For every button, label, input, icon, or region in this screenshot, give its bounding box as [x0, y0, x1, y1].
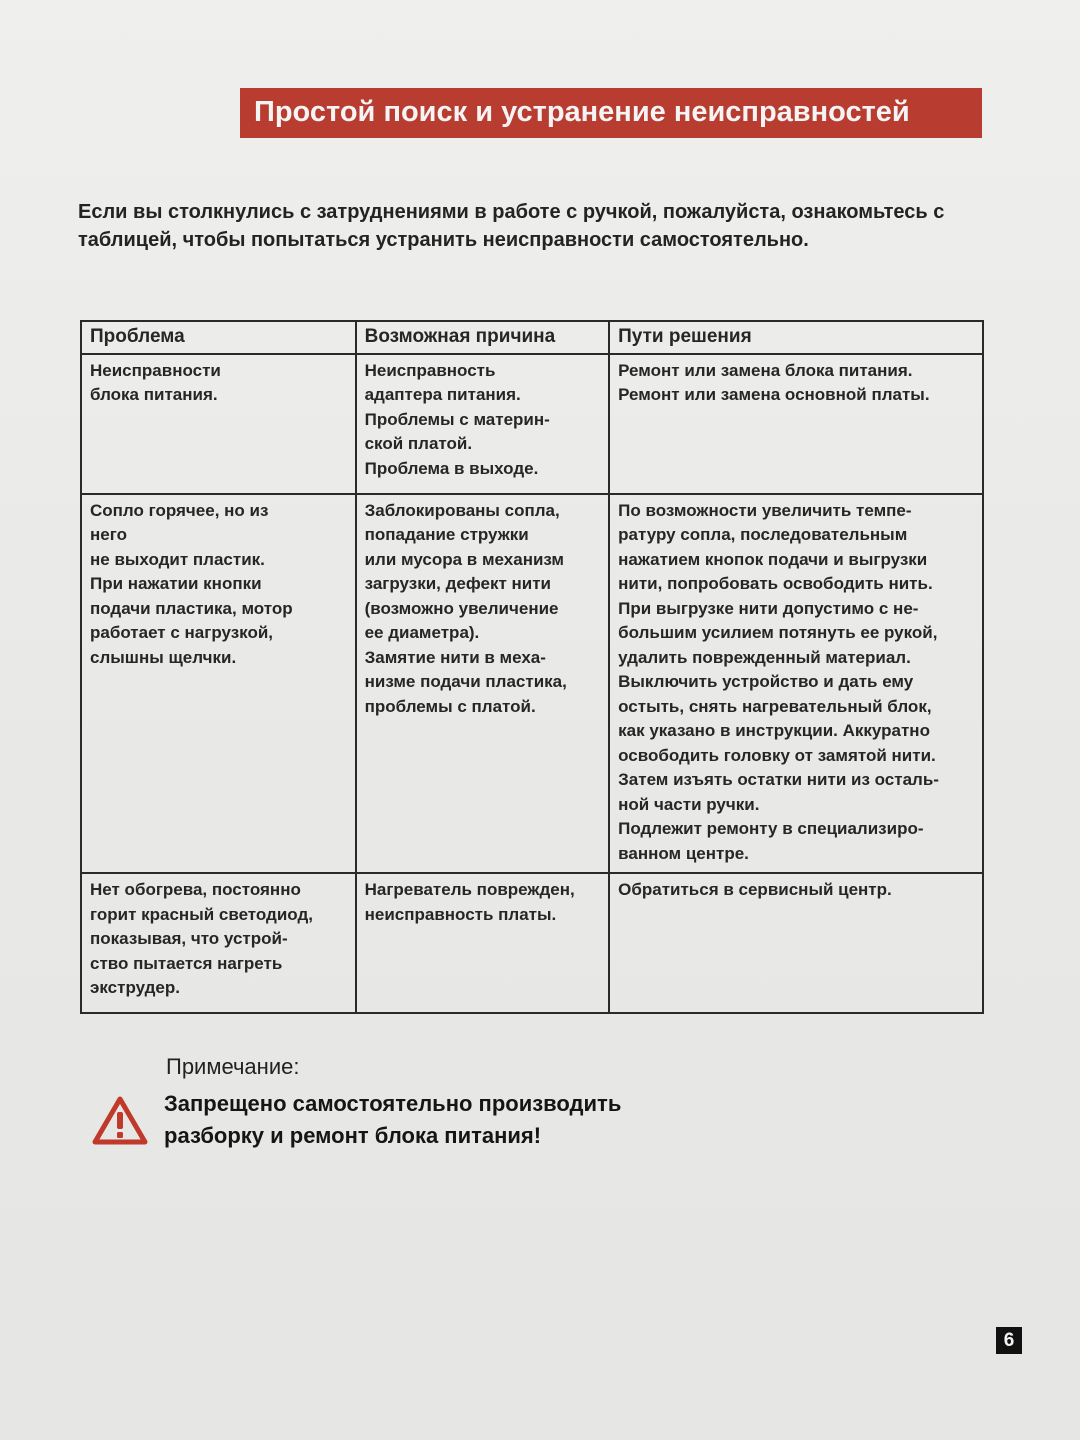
note-heading: Примечание: — [166, 1054, 300, 1079]
cause-cell: Неисправность адаптера питания. Проблемы с материн- ской платой. Проблема в выходе. — [356, 354, 610, 494]
problem-cell: Нет обогрева, постоянно горит красный светодиод, показывая, что устрой- ство пытается нагреть экструдер. — [81, 873, 356, 1013]
cause-cell: Заблокированы сопла, попадание стружки или мусора в механизм загрузки, дефект нити (возможно увеличение ее диаметра). Замятие нити в меха- низме подачи пластика, проблемы с платой. — [356, 494, 610, 874]
solution-cell: По возможности увеличить темпе- ратуру сопла, последовательным нажатием кнопок подачи и выгрузки нити, попробовать освободить нить. При выгрузке нити допустимо с не- большим усилием потянуть ее рукой, удалить поврежденный материал. Выключить устройство и дать ему остыть, снять нагревательный блок, как указано в инструкции. Аккуратно освободить головку от замятой нити. Затем изъять остатки нити из осталь- ной части ручки. Подлежит ремонту в специализиро- ванном центре. — [609, 494, 983, 874]
solution-cell: Ремонт или замена блока питания. Ремонт или замена основной платы. — [609, 354, 983, 494]
note-text: Запрещено самостоятельно производить разборку и ремонт блока питания! — [164, 1091, 622, 1148]
column-header-solution: Пути решения — [609, 321, 983, 354]
solution-cell: Обратиться в сервисный центр. — [609, 873, 983, 1013]
page-number: 6 — [996, 1327, 1022, 1354]
page-title: Простой поиск и устранение неисправностей — [240, 88, 982, 138]
intro-paragraph: Если вы столкнулись с затруднениями в работе с ручкой, пожалуйста, ознакомьтесь с таблицей, чтобы попытаться устранить неисправности самостоятельно. — [78, 201, 945, 251]
table-row — [81, 873, 983, 1013]
warning-triangle-icon — [92, 1096, 148, 1146]
troubleshooting-table — [80, 320, 984, 1014]
column-header-cause: Возможная причина — [356, 321, 610, 354]
table-row — [81, 494, 983, 874]
column-header-problem: Проблема — [81, 321, 356, 354]
problem-cell: Неисправности блока питания. — [81, 354, 356, 494]
problem-cell: Сопло горячее, но из него не выходит пластик. При нажатии кнопки подачи пластика, мотор работает с нагрузкой, слышны щелчки. — [81, 494, 356, 874]
table-row — [81, 354, 983, 494]
table-header-row — [81, 321, 983, 354]
cause-cell: Нагреватель поврежден, неисправность платы. — [356, 873, 610, 1013]
